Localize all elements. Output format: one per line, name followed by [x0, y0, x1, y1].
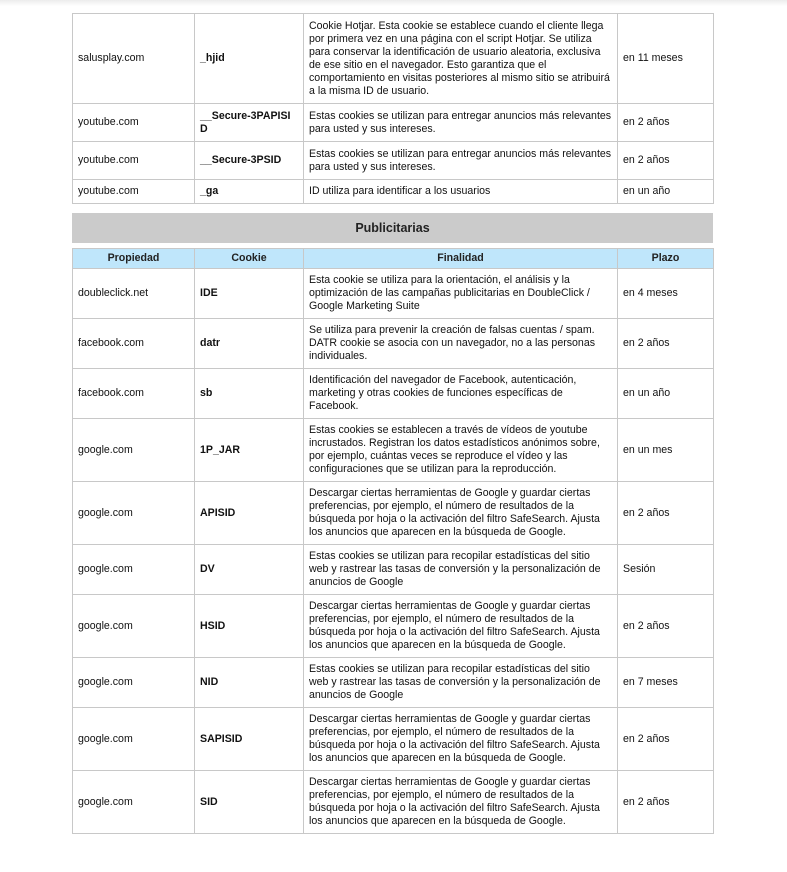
purpose-cell: Estas cookies se utilizan para entregar anuncios más relevantes para usted y sus intereses.: [304, 104, 618, 142]
property-cell: youtube.com: [73, 180, 195, 204]
property-cell: google.com: [73, 708, 195, 771]
cookie-name-cell: IDE: [195, 269, 304, 319]
table-row: [73, 771, 714, 834]
cookie-name-cell: sb: [195, 369, 304, 419]
table-row: [73, 319, 714, 369]
term-cell: en 4 meses: [618, 269, 714, 319]
property-cell: youtube.com: [73, 104, 195, 142]
term-cell: en un año: [618, 180, 714, 204]
cookie-name-cell: APISID: [195, 482, 304, 545]
cookie-name-cell: SID: [195, 771, 304, 834]
cookie-name-cell: __Secure-3PAPISID: [195, 104, 304, 142]
cookie-name-cell: NID: [195, 658, 304, 708]
table-row: [73, 595, 714, 658]
purpose-cell: Descargar ciertas herramientas de Google y guardar ciertas preferencias, por ejemplo, el número de resultados de la búsqueda por hoja o la activación del filtro SafeSearch. Ajusta los anuncios que aparecen en la búsqueda de Google.: [304, 708, 618, 771]
property-cell: google.com: [73, 771, 195, 834]
property-cell: google.com: [73, 658, 195, 708]
purpose-cell: Estas cookies se utilizan para recopilar estadísticas del sitio web y rastrear las tasas de conversión y la personalización de anuncios de Google: [304, 658, 618, 708]
purpose-cell: Estas cookies se establecen a través de vídeos de youtube incrustados. Registran los datos estadísticos anónimos sobre, por ejemplo, cuántas veces se reproduce el vídeo y las configuraciones que se utilizan para la reproducción.: [304, 419, 618, 482]
cookie-name-cell: SAPISID: [195, 708, 304, 771]
term-cell: en 11 meses: [618, 14, 714, 104]
purpose-cell: Descargar ciertas herramientas de Google y guardar ciertas preferencias, por ejemplo, el número de resultados de la búsqueda por hoja o la activación del filtro SafeSearch. Ajusta los anuncios que aparecen en la búsqueda de Google.: [304, 771, 618, 834]
cookie-name-cell: datr: [195, 319, 304, 369]
term-cell: en 2 años: [618, 142, 714, 180]
table-row: [73, 104, 714, 142]
purpose-cell: Identificación del navegador de Facebook, autenticación, marketing y otras cookies de funciones específicas de Facebook.: [304, 369, 618, 419]
table-row: [73, 14, 714, 104]
table-row: [73, 180, 714, 204]
property-cell: doubleclick.net: [73, 269, 195, 319]
purpose-cell: Cookie Hotjar. Esta cookie se establece cuando el cliente llega por primera vez en una página con el script Hotjar. Se utiliza para conservar la identificación de usuario aleatoria, exclusiva de ese sitio en el navegador. Esto garantiza que el comportamiento en visitas posteriores al mismo sitio se atribuirá a la misma ID de usuario.: [304, 14, 618, 104]
term-cell: en un mes: [618, 419, 714, 482]
table-row: [73, 369, 714, 419]
cookie-name-cell: DV: [195, 545, 304, 595]
cookie-name-cell: HSID: [195, 595, 304, 658]
advertising-cookies-table: [72, 248, 714, 834]
purpose-cell: Estas cookies se utilizan para entregar anuncios más relevantes para usted y sus intereses.: [304, 142, 618, 180]
property-cell: facebook.com: [73, 319, 195, 369]
purpose-cell: ID utiliza para identificar a los usuarios: [304, 180, 618, 204]
property-cell: google.com: [73, 419, 195, 482]
header-cookie: Cookie: [195, 249, 304, 269]
section-title-publicitarias: Publicitarias: [72, 213, 713, 243]
cookie-name-cell: __Secure-3PSID: [195, 142, 304, 180]
purpose-cell: Descargar ciertas herramientas de Google y guardar ciertas preferencias, por ejemplo, el número de resultados de la búsqueda por hoja o la activación del filtro SafeSearch. Ajusta los anuncios que aparecen en la búsqueda de Google.: [304, 595, 618, 658]
term-cell: en 2 años: [618, 708, 714, 771]
header-purpose: Finalidad: [304, 249, 618, 269]
purpose-cell: Esta cookie se utiliza para la orientación, el análisis y la optimización de las campañas publicitarias en DoubleClick / Google Marketing Suite: [304, 269, 618, 319]
term-cell: en 7 meses: [618, 658, 714, 708]
table-header-row: [73, 249, 714, 269]
term-cell: en 2 años: [618, 595, 714, 658]
cookies-table-continued: [72, 13, 714, 204]
term-cell: en 2 años: [618, 482, 714, 545]
header-property: Propiedad: [73, 249, 195, 269]
table-row: [73, 708, 714, 771]
property-cell: salusplay.com: [73, 14, 195, 104]
cookie-name-cell: _ga: [195, 180, 304, 204]
table-row: [73, 419, 714, 482]
term-cell: en 2 años: [618, 771, 714, 834]
table-row: [73, 658, 714, 708]
page-top-shadow: [0, 0, 787, 6]
property-cell: google.com: [73, 545, 195, 595]
table-row: [73, 142, 714, 180]
table-row: [73, 545, 714, 595]
header-term: Plazo: [618, 249, 714, 269]
purpose-cell: Estas cookies se utilizan para recopilar estadísticas del sitio web y rastrear las tasas de conversión y la personalización de anuncios de Google: [304, 545, 618, 595]
purpose-cell: Descargar ciertas herramientas de Google y guardar ciertas preferencias, por ejemplo, el número de resultados de la búsqueda por hoja o la activación del filtro SafeSearch. Ajusta los anuncios que aparecen en la búsqueda de Google.: [304, 482, 618, 545]
table-row: [73, 482, 714, 545]
cookie-name-cell: 1P_JAR: [195, 419, 304, 482]
term-cell: en 2 años: [618, 319, 714, 369]
term-cell: en 2 años: [618, 104, 714, 142]
property-cell: google.com: [73, 595, 195, 658]
property-cell: facebook.com: [73, 369, 195, 419]
property-cell: google.com: [73, 482, 195, 545]
cookie-name-cell: _hjid: [195, 14, 304, 104]
table-row: [73, 269, 714, 319]
property-cell: youtube.com: [73, 142, 195, 180]
term-cell: en un año: [618, 369, 714, 419]
term-cell: Sesión: [618, 545, 714, 595]
purpose-cell: Se utiliza para prevenir la creación de falsas cuentas / spam. DATR cookie se asocia con un navegador, no a las personas individuales.: [304, 319, 618, 369]
